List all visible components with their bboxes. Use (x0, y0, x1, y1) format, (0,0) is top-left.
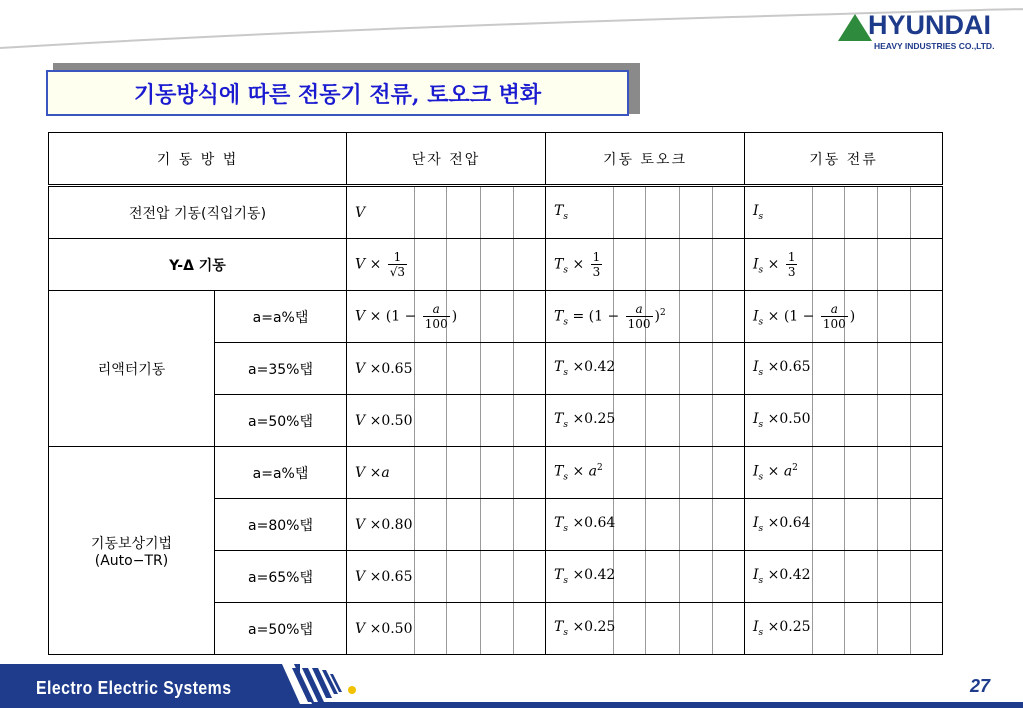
cell-torque: $T_s \times 0.25$ (546, 603, 745, 655)
method-y-delta: Y-Δ 기동 (49, 239, 347, 291)
footer-brand-bar (0, 664, 300, 708)
cell-current: $I_s$ (745, 186, 943, 239)
table-row (49, 291, 943, 343)
cell-voltage: V × $\frac{1}{√3}$ (347, 239, 546, 291)
cell-voltage: V × (1 − $\frac{a}{100}$ ) (347, 291, 546, 343)
page-number: 27 (970, 676, 991, 696)
footer-stripes-icon (282, 664, 362, 704)
cell-torque: $T_s \times 0.64$ (546, 499, 745, 551)
cell-voltage: V ×0.50 (347, 395, 546, 447)
tap-label: a=35%탭 (215, 343, 347, 395)
cell-current: $I_s \times 0.64$ (745, 499, 943, 551)
cell-voltage: V ×a (347, 447, 546, 499)
footer-line (300, 702, 1023, 708)
hyundai-logo (838, 12, 1018, 54)
footer-brand: Electro Electric Systems (36, 678, 232, 698)
cell-torque: $T_s \times 0.25$ (546, 395, 745, 447)
tap-label: a=a%탭 (215, 447, 347, 499)
logo-subtitle: HEAVY INDUSTRIES CO.,LTD. (874, 41, 995, 51)
cell-voltage: V ×0.65 (347, 551, 546, 603)
cell-voltage: V ×0.65 (347, 343, 546, 395)
tap-label: a=65%탭 (215, 551, 347, 603)
cell-current: $I_s \times 0.42$ (745, 551, 943, 603)
logo-triangle-icon (838, 14, 872, 41)
table-row (49, 239, 943, 291)
tap-label: a=50%탭 (215, 395, 347, 447)
tap-label: a=a%탭 (215, 291, 347, 343)
tap-label: a=50%탭 (215, 603, 347, 655)
cell-torque: $T_s \times 0.42$ (546, 551, 745, 603)
cell-torque: $T_s \times 0.42$ (546, 343, 745, 395)
method-direct: 전전압 기동(직입기동) (49, 186, 347, 239)
page-title: 기동방식에 따른 전동기 전류, 토오크 변화 (133, 81, 542, 108)
cell-voltage: V ×0.50 (347, 603, 546, 655)
header-torque: 기동 토오크 (546, 133, 745, 186)
method-auto-tr: 기동보상기법 (Auto−TR) (49, 447, 215, 655)
cell-torque: $T_s$ (546, 186, 745, 239)
table-row (49, 186, 943, 239)
cell-current: $I_s \times 0.65$ (745, 343, 943, 395)
header-current: 기동 전류 (745, 133, 943, 186)
table-header-row (49, 133, 943, 186)
cell-torque: $T_s \times a^2$ (546, 447, 745, 499)
cell-torque: $T_s = (1$ − $\frac{a}{100}$ )$^2$ (546, 291, 745, 343)
cell-current: $I_s \times 0.25$ (745, 603, 943, 655)
cell-current: $I_s$ × $\frac{1}{3}$ (745, 239, 943, 291)
cell-current: $I_s \times a^2$ (745, 447, 943, 499)
tap-label: a=80%탭 (215, 499, 347, 551)
cell-voltage: V (347, 186, 546, 239)
starting-method-table (48, 132, 943, 655)
table-row (49, 447, 943, 499)
cell-current: $I_s \times 0.50$ (745, 395, 943, 447)
cell-torque: $T_s$ × $\frac{1}{3}$ (546, 239, 745, 291)
header-method: 기 동 방 법 (49, 133, 347, 186)
title-box (46, 70, 629, 116)
cell-voltage: V ×0.80 (347, 499, 546, 551)
logo-name: HYUNDAI (868, 10, 992, 40)
method-reactor: 리액터기동 (49, 291, 215, 447)
header-voltage: 단자 전압 (347, 133, 546, 186)
cell-current: $I_s \times (1$ − $\frac{a}{100}$ ) (745, 291, 943, 343)
